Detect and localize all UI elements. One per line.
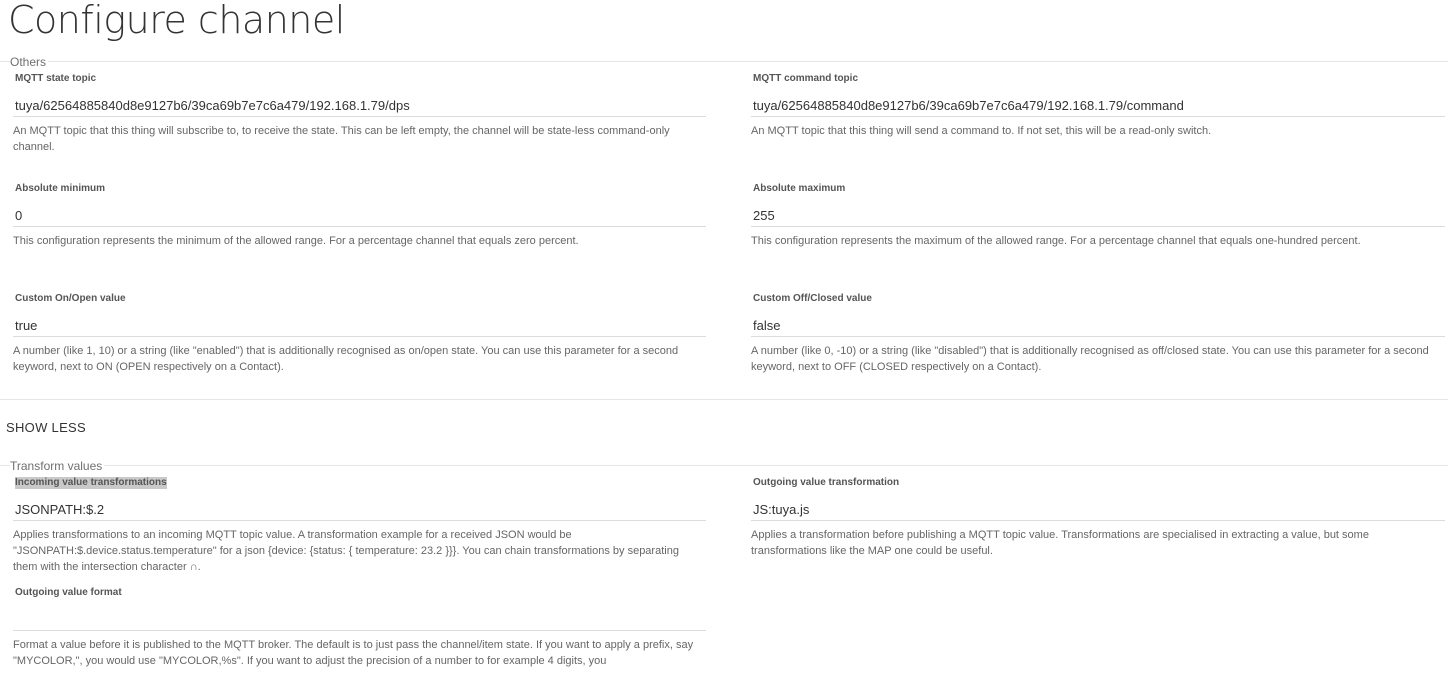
others-section-legend: Others bbox=[10, 55, 47, 69]
absolute-maximum-input[interactable] bbox=[751, 197, 1445, 227]
incoming-value-transformations-input[interactable] bbox=[13, 491, 706, 521]
transform-section-divider bbox=[0, 465, 1448, 466]
show-less-button[interactable]: SHOW LESS bbox=[6, 420, 86, 435]
incoming-value-transformations-hint: Applies transformations to an incoming MQTT topic value. A transformation example for a received JSON would be "JSONPATH:$.device.status.temperature" for a json {device: {status: { temperature: 23.2 }}}. You can chain transformations by separating them with the intersection character ∩. bbox=[13, 529, 679, 573]
mqtt-state-topic-input[interactable] bbox=[13, 87, 706, 117]
mqtt-command-topic-label: MQTT command topic bbox=[753, 73, 858, 84]
custom-on-value-label: Custom On/Open value bbox=[15, 293, 126, 304]
absolute-maximum-hint: This configuration represents the maximum of the allowed range. For a percentage channel that equals one-hundred percent. bbox=[751, 235, 1361, 247]
absolute-minimum-input[interactable] bbox=[13, 197, 706, 227]
custom-on-value-input[interactable] bbox=[13, 307, 706, 337]
custom-on-value-hint: A number (like 1, 10) or a string (like "enabled") that is additionally recognised as on/open state. You can use this parameter for a second keyword, next to ON (OPEN respectively on a Contact). bbox=[13, 345, 679, 373]
page-title: Configure channel bbox=[8, 0, 345, 42]
show-less-divider bbox=[0, 399, 1448, 400]
others-section-divider bbox=[0, 61, 1448, 62]
outgoing-value-transformation-input[interactable] bbox=[751, 491, 1445, 521]
transform-section-legend: Transform values bbox=[10, 459, 103, 473]
mqtt-command-topic-hint: An MQTT topic that this thing will send a command to. If not set, this will be a read-only switch. bbox=[751, 125, 1212, 137]
absolute-maximum-label: Absolute maximum bbox=[753, 183, 846, 194]
mqtt-command-topic-input[interactable] bbox=[751, 87, 1445, 117]
absolute-minimum-hint: This configuration represents the minimum of the allowed range. For a percentage channel that equals zero percent. bbox=[13, 235, 579, 247]
outgoing-value-format-hint: Format a value before it is published to the MQTT broker. The default is to just pass the channel/item state. If you want to apply a prefix, say "MYCOLOR,", you would use "MYCOLOR,%s". If you want to adjust the precision of a number to for example 4 digits, you bbox=[13, 639, 694, 667]
outgoing-value-format-label: Outgoing value format bbox=[15, 587, 122, 598]
custom-off-value-hint: A number (like 0, -10) or a string (like "disabled") that is additionally recognised as off/closed state. You can use this parameter for a second keyword, next to OFF (CLOSED respectively on a Contact). bbox=[751, 345, 1429, 373]
absolute-minimum-label: Absolute minimum bbox=[15, 183, 106, 194]
outgoing-value-format-input[interactable] bbox=[13, 601, 706, 631]
mqtt-state-topic-label: MQTT state topic bbox=[15, 73, 97, 84]
outgoing-value-transformation-hint: Applies a transformation before publishing a MQTT topic value. Transformations are specialised in extracting a value, but some transformations like the MAP one could be useful. bbox=[751, 529, 1369, 557]
outgoing-value-transformation-label: Outgoing value transformation bbox=[753, 477, 900, 488]
incoming-value-transformations-label: Incoming value transformations bbox=[15, 477, 167, 488]
mqtt-state-topic-hint: An MQTT topic that this thing will subscribe to, to receive the state. This can be left empty, the channel will be state-less command-only channel. bbox=[13, 125, 670, 153]
custom-off-value-input[interactable] bbox=[751, 307, 1445, 337]
custom-off-value-label: Custom Off/Closed value bbox=[753, 293, 872, 304]
